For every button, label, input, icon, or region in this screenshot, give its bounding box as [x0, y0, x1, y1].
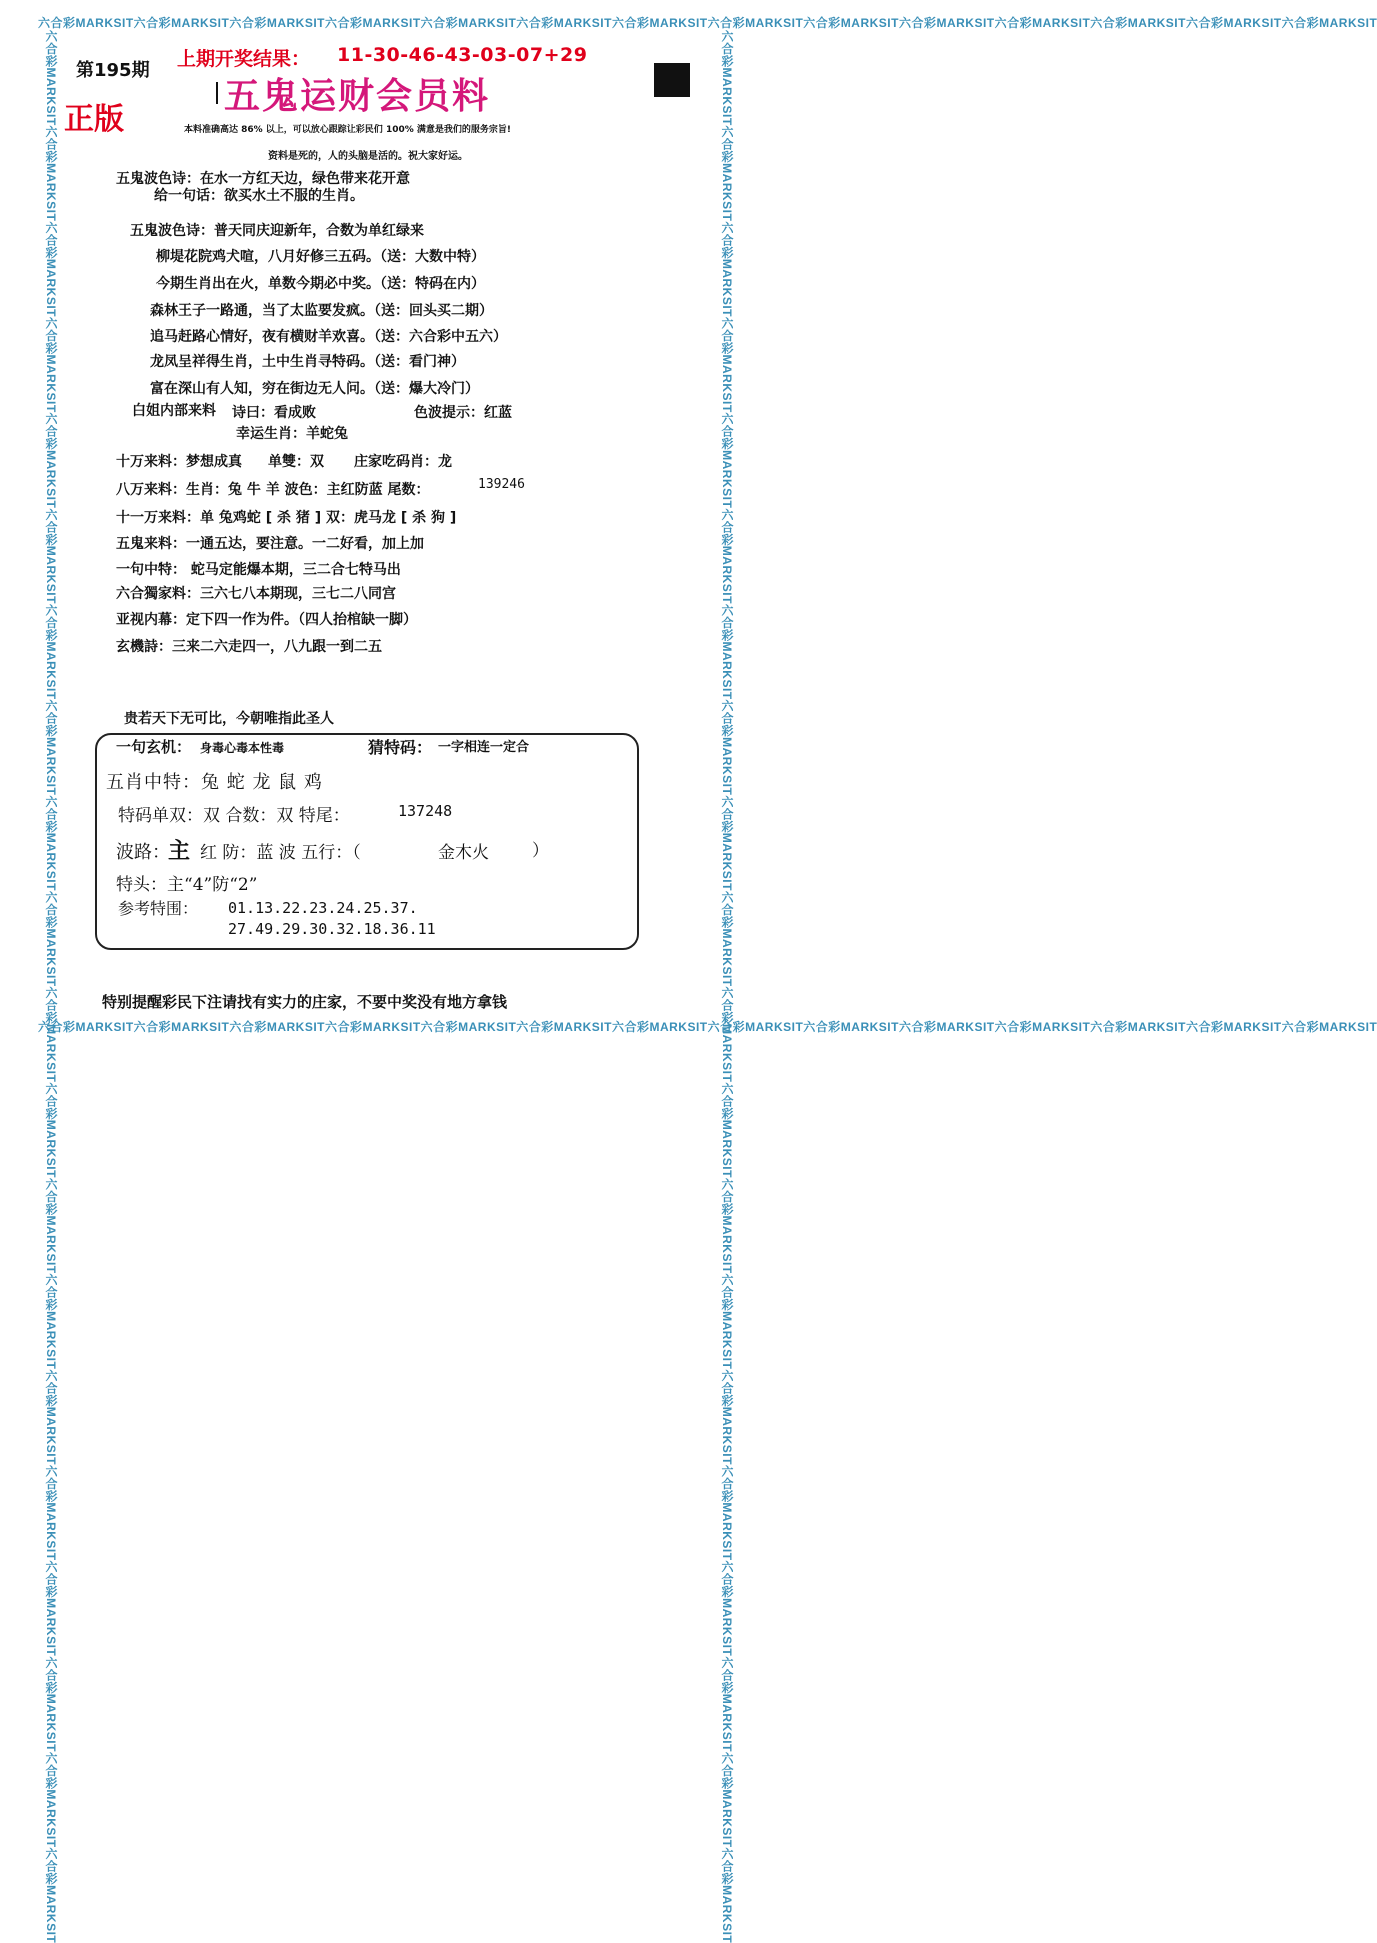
- item-110k: 十一万来料：单 兔鸡蛇 [ 杀 猪 ] 双：虎马龙 [ 杀 狗 ]: [116, 510, 457, 526]
- special-head: 特头：主“4”防“2”: [116, 875, 258, 895]
- top-watermark-border: 六合彩MARKSIT六合彩MARKSIT六合彩MARKSIT六合彩MARKSIT六合彩MARKSIT六合彩MARKSIT六合彩MARKSIT六合彩MARKSIT六合彩MARKSIT六合彩MARKSIT六合彩MARKSIT六合彩MARKSIT六合彩MARKSIT六合彩MARKSIT: [38, 16, 1377, 30]
- last-result-label: 上期开奖结果：: [177, 48, 311, 70]
- item-exclusive: 六合獨家料：三六七八本期现，三七二八同宫: [116, 586, 396, 602]
- wave-label: 波路：: [116, 842, 170, 863]
- poem-line-4: 柳堤花院鸡犬喧，八月好修三五码。（送：大数中特）: [156, 249, 485, 265]
- highlight-quote: 贵若天下无可比，今朝唯指此圣人: [124, 711, 334, 727]
- tail-numbers: 137248: [398, 802, 453, 820]
- wave-main: 主: [168, 838, 191, 864]
- item-atv-inside: 亚视内幕：定下四一作为件。（四人抬棺缺一脚）: [116, 612, 417, 628]
- poem-line-7: 追马赶路心情好，夜有横财羊欢喜。（送：六合彩中五六）: [150, 329, 507, 345]
- lucky-zodiac: 幸运生肖：羊蛇兔: [236, 426, 348, 442]
- left-watermark-border: 六合彩MARKSIT六合彩MARKSIT六合彩MARKSIT六合彩MARKSIT六合彩MARKSIT六合彩MARKSIT六合彩MARKSIT六合彩MARKSIT六合彩MARKSIT六合彩MARKSIT六合彩MARKSIT六合彩MARKSIT六合彩MARKSIT六合彩MARKSIT六合彩MARKSIT六合彩MARKSIT六合彩MARKSIT六合彩MARKSIT六合彩MARKSIT六合彩MARKSIT: [44, 30, 58, 1943]
- page-title: 五鬼运财会员料: [224, 75, 491, 117]
- genuine-badge: 正版: [64, 102, 124, 137]
- riddle-label: 一句玄机：: [116, 738, 192, 756]
- motto: 资料是死的，人的头脑是活的。祝大家好运。: [268, 151, 468, 162]
- poem-line-5: 今期生肖出在火，单数今期必中奖。（送：特码在内）: [156, 276, 485, 292]
- guess-text: 一字相连一定合: [438, 740, 530, 755]
- reference-label: 参考特围：: [118, 899, 199, 918]
- item-80k-tails: 139246: [478, 477, 525, 492]
- item-five-ghosts: 五鬼来料：一通五达，要注意。一二好看，加上加: [116, 536, 424, 552]
- color-hint: 色波提示：红蓝: [414, 405, 512, 421]
- item-100k-odd-even: 单雙：双: [268, 454, 324, 470]
- wave-details: 红 防：蓝 波 五行：（: [200, 843, 361, 863]
- guess-label: 猜特码：: [368, 738, 433, 757]
- qr-code: [654, 63, 690, 97]
- inner-source: 白姐内部来料: [132, 403, 216, 419]
- right-watermark-border: 六合彩MARKSIT六合彩MARKSIT六合彩MARKSIT六合彩MARKSIT六合彩MARKSIT六合彩MARKSIT六合彩MARKSIT六合彩MARKSIT六合彩MARKSIT六合彩MARKSIT六合彩MARKSIT六合彩MARKSIT六合彩MARKSIT六合彩MARKSIT六合彩MARKSIT六合彩MARKSIT六合彩MARKSIT六合彩MARKSIT六合彩MARKSIT六合彩MARKSIT: [720, 30, 734, 1943]
- item-one-sentence: 一句中特： 蛇马定能爆本期，三二合七特马出: [116, 562, 401, 578]
- riddle-text: 身毒心毒本性毒: [200, 741, 285, 755]
- footer-warning: 特别提醒彩民下注请找有实力的庄家，不要中奖没有地方拿钱: [102, 993, 508, 1011]
- poem-line-9: 富在深山有人知，穷在街边无人问。（送：爆大冷门）: [150, 381, 479, 397]
- odd-even-line: 特码单双：双 合数：双 特尾：: [118, 806, 350, 826]
- five-elements: 金木火: [438, 843, 489, 863]
- poem-line-1: 五鬼波色诗：在水一方红天边，绿色带来花开意: [116, 171, 410, 187]
- qr-caption-left: [611, 60, 647, 100]
- poem-line-6: 森林王子一路通，当了太监要发疯。（送：回头买二期）: [150, 303, 493, 319]
- five-zodiac: 五肖中特：兔 蛇 龙 鼠 鸡: [106, 772, 323, 793]
- close-paren: ）: [532, 841, 549, 861]
- poem-line-8: 龙凤呈祥得生肖，土中生肖寻特码。（送：看门神）: [150, 354, 465, 370]
- item-80k: 八万来料：生肖：兔 牛 羊 波色：主红防蓝 尾数：: [116, 482, 430, 498]
- item-100k: 十万来料：梦想成真: [116, 454, 242, 470]
- reference-numbers-2: 27.49.29.30.32.18.36.11: [228, 920, 436, 938]
- item-100k-banker: 庄家吃码肖：龙: [354, 454, 452, 470]
- inner-poem: 诗曰：看成败: [232, 405, 316, 421]
- slogan: 本料准确高达 86% 以上，可以放心跟踪让彩民们 100% 满意是我们的服务宗旨!: [184, 125, 511, 135]
- title-divider: [216, 82, 218, 104]
- bottom-watermark-border: 六合彩MARKSIT六合彩MARKSIT六合彩MARKSIT六合彩MARKSIT六合彩MARKSIT六合彩MARKSIT六合彩MARKSIT六合彩MARKSIT六合彩MARKSIT六合彩MARKSIT六合彩MARKSIT六合彩MARKSIT六合彩MARKSIT六合彩MARKSIT: [38, 1020, 1377, 1034]
- last-result-numbers: 11-30-46-43-03-07+29: [337, 44, 588, 66]
- reference-numbers-1: 01.13.22.23.24.25.37.: [228, 899, 418, 917]
- item-mystic-poem: 玄機詩：三来二六走四一，八九跟一到二五: [116, 639, 382, 655]
- poem-line-3: 五鬼波色诗：普天同庆迎新年，合数为单红绿来: [130, 223, 424, 239]
- poem-line-2: 给一句话：欲买水土不服的生肖。: [154, 188, 364, 204]
- issue-number: 第195期: [76, 60, 150, 81]
